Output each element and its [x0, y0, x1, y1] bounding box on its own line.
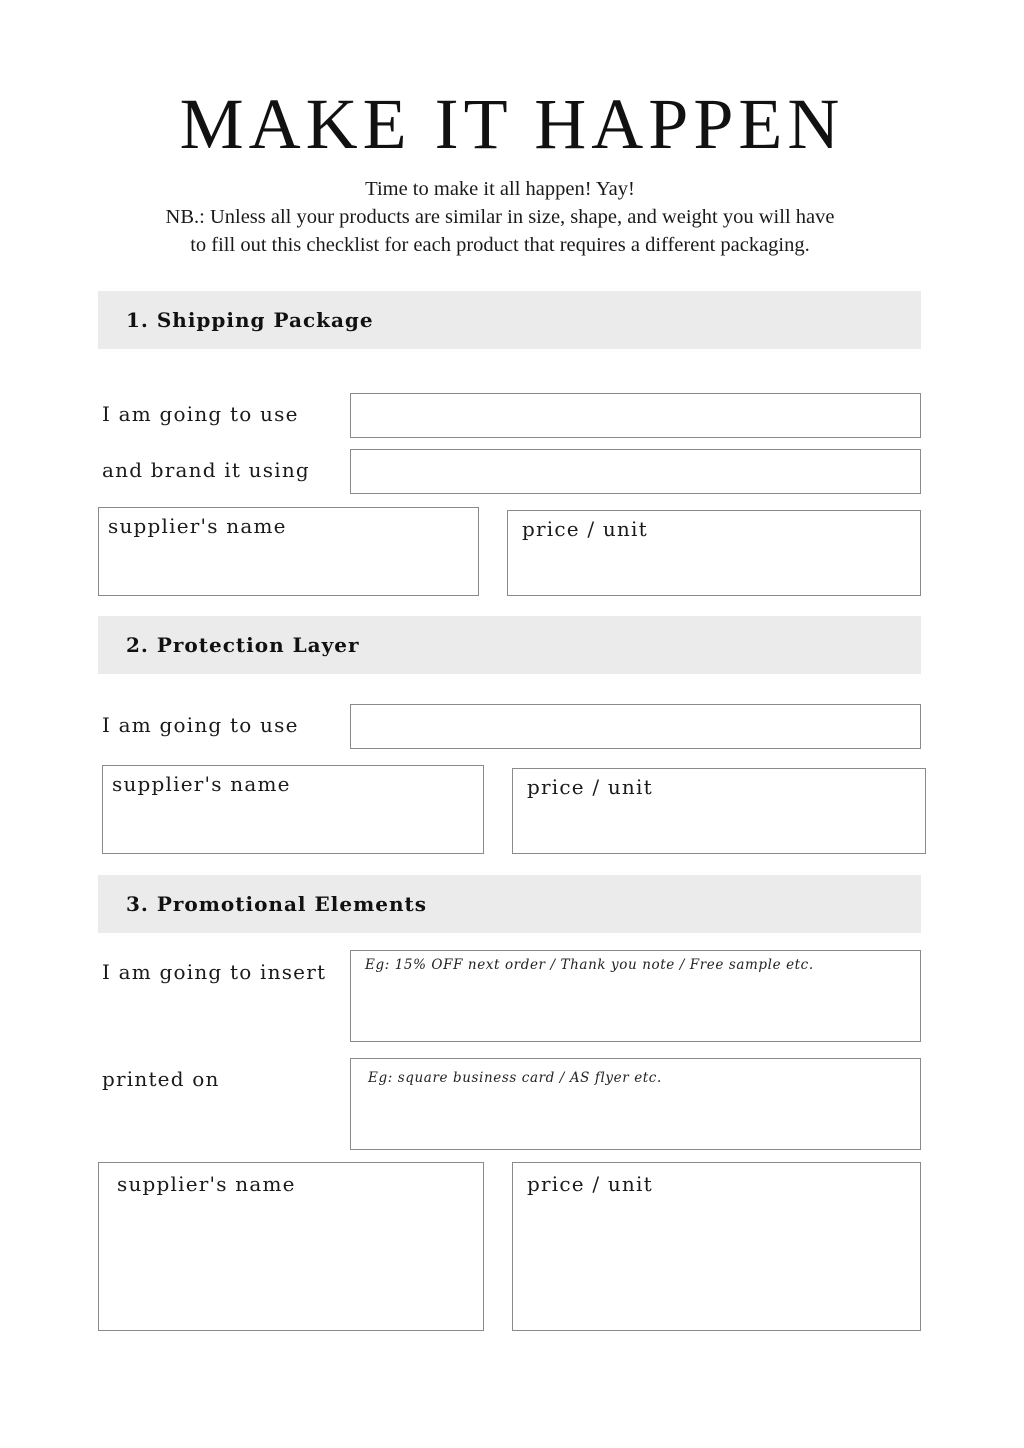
price-caption: price / unit [527, 1172, 653, 1196]
protection-price-field[interactable] [512, 768, 926, 854]
section-header-promotional-elements [98, 875, 921, 933]
promo-printed-on-field[interactable] [350, 1058, 921, 1150]
intro-line: Time to make it all happen! Yay! [365, 178, 635, 200]
price-caption: price / unit [522, 517, 648, 541]
supplier-caption: supplier's name [108, 514, 287, 538]
insert-placeholder: Eg: 15% OFF next order / Thank you note / Free sample etc. [365, 957, 814, 973]
intro-text [100, 175, 900, 259]
price-caption: price / unit [527, 775, 653, 799]
intro-line: to fill out this checklist for each product that requires a different packaging. [190, 234, 810, 256]
brand-label: and brand it using [102, 458, 310, 482]
shipping-supplier-field[interactable] [98, 507, 479, 596]
insert-label: I am going to insert [102, 960, 327, 984]
section-heading: 1. Shipping Package [126, 308, 374, 332]
section-heading: 3. Promotional Elements [126, 892, 427, 916]
promo-supplier-field[interactable] [98, 1162, 484, 1331]
protection-supplier-field[interactable] [102, 765, 484, 854]
protection-use-field[interactable] [350, 704, 921, 749]
printed-on-label: printed on [102, 1067, 220, 1091]
use-label: I am going to use [102, 713, 299, 737]
section-header-protection-layer [98, 616, 921, 674]
section-heading: 2. Protection Layer [126, 633, 360, 657]
supplier-caption: supplier's name [117, 1172, 296, 1196]
promo-insert-field[interactable] [350, 950, 921, 1042]
printed-on-placeholder: Eg: square business card / AS flyer etc. [368, 1070, 662, 1086]
use-label: I am going to use [102, 402, 299, 426]
supplier-caption: supplier's name [112, 772, 291, 796]
shipping-brand-field[interactable] [350, 449, 921, 494]
intro-line: NB.: Unless all your products are similar in size, shape, and weight you will have [165, 206, 835, 228]
promo-price-field[interactable] [512, 1162, 921, 1331]
shipping-use-field[interactable] [350, 393, 921, 438]
section-header-shipping-package [98, 291, 921, 349]
page-title: MAKE IT HAPPEN [179, 84, 845, 164]
shipping-price-field[interactable] [507, 510, 921, 596]
